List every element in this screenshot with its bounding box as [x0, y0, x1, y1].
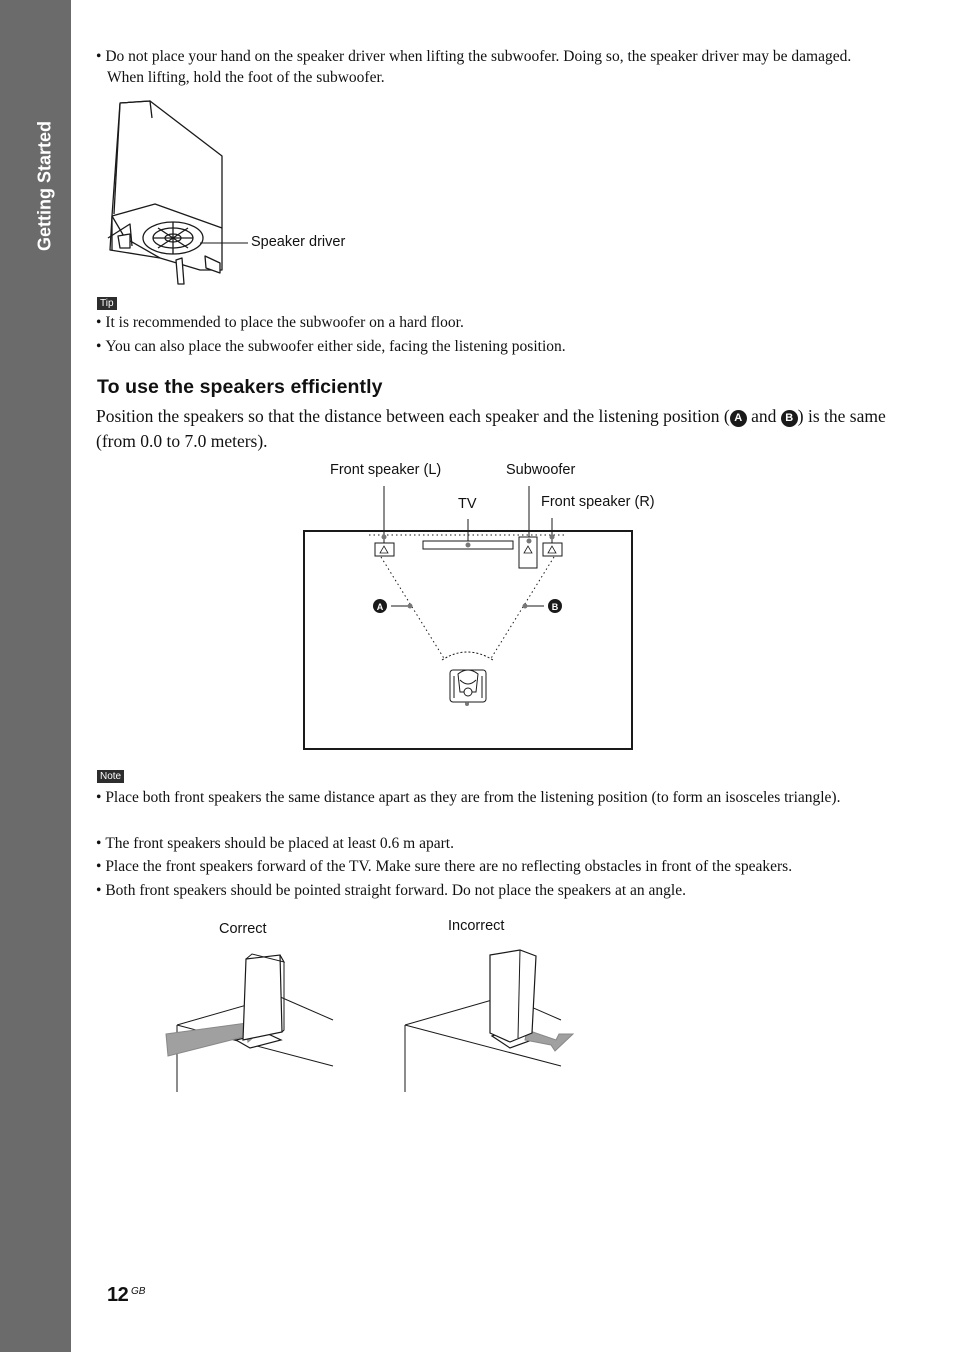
note-item: • The front speakers should be placed at least 0.6 m apart. [96, 833, 887, 854]
incorrect-placement-figure [405, 950, 573, 1092]
marker-b-icon: B [781, 410, 798, 427]
correct-label: Correct [219, 921, 267, 937]
page-number: 12 [107, 1284, 129, 1306]
tip-badge: Tip [97, 297, 117, 310]
section-heading: To use the speakers efficiently [97, 376, 383, 398]
note-badge: Note [97, 770, 124, 783]
section-intro: Position the speakers so that the distance between each speaker and the listening position ( A and B ) is the same (from 0.0 to 7.0 meters). [96, 406, 886, 451]
tv-label: TV [458, 496, 477, 512]
subwoofer-label: Subwoofer [506, 462, 576, 478]
lifting-note: • Do not place your hand on the speaker driver when lifting the subwoofer. Doing so, the speaker driver may be damaged. When lifting, hold the foot of the subwoofer. [96, 46, 887, 88]
page-suffix: GB [131, 1286, 146, 1297]
svg-text:A: A [376, 602, 384, 612]
note-item: • Both front speakers should be pointed straight forward. Do not place the speakers at an angle. [96, 880, 887, 901]
front-right-label: Front speaker (R) [541, 494, 655, 510]
front-left-label: Front speaker (L) [330, 462, 442, 478]
tip-item: • You can also place the subwoofer either side, facing the listening position. [96, 336, 887, 357]
note-item: • Place both front speakers the same distance apart as they are from the listening position (to form an isosceles triangle). [96, 787, 887, 808]
tip-item: • It is recommended to place the subwoofer on a hard floor. [96, 312, 887, 333]
note-item: • Place the front speakers forward of the TV. Make sure there are no reflecting obstacles in front of the speakers. [96, 856, 887, 877]
section-label: Getting Started [34, 120, 55, 252]
correct-placement-figure [166, 954, 333, 1092]
incorrect-label: Incorrect [448, 918, 505, 934]
svg-text:B: B [551, 602, 559, 612]
speaker-driver-callout: Speaker driver [251, 234, 346, 250]
marker-a-icon: A [730, 410, 747, 427]
